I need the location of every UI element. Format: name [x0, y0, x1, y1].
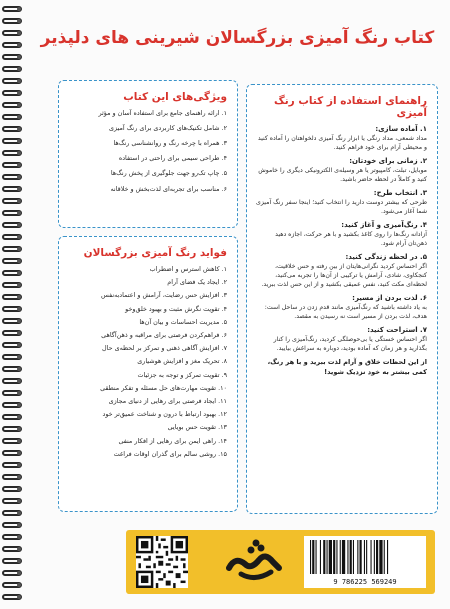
feature-item: ۴. طراحی سیمی برای راحتی در استفاده	[118, 154, 227, 163]
guide-step-text: آزادانه رنگ‌ها را روی کاغذ بکشید و با هر حرکت، اجازه دهید ذهن‌تان آرام شود.	[275, 230, 427, 247]
spiral-ring	[2, 66, 22, 72]
spiral-ring	[2, 174, 22, 180]
guide-step	[255, 326, 427, 354]
spiral-ring	[2, 354, 22, 360]
spiral-ring	[2, 594, 22, 600]
spiral-ring	[2, 162, 22, 168]
usage-guide-heading: راهنمای استفاده از کتاب رنگ آمیزی	[273, 95, 427, 119]
spiral-ring	[2, 510, 22, 516]
benefit-item: ۱. کاهش استرس و اضطراب	[149, 265, 227, 273]
benefit-item: ۴. تقویت نگرش مثبت و بهبود خلق‌وخو	[125, 304, 227, 313]
benefit-item: ۲. ایجاد یک فضای آرام	[167, 278, 227, 287]
publisher-strip	[126, 530, 435, 594]
spiral-ring	[2, 126, 22, 132]
spiral-ring	[2, 378, 22, 384]
guide-step-title: ۲. زمانی برای خودتان:	[349, 156, 427, 165]
spiral-ring	[2, 318, 22, 324]
feature-item: ۶. مناسب برای تجربه‌ای لذت‌بخش و خلاقانه	[110, 184, 227, 193]
guide-step	[255, 157, 427, 185]
guide-step	[255, 125, 427, 153]
guide-step	[255, 294, 427, 322]
benefit-item: ۵. مدیریت احساسات و بیان آن‌ها	[139, 317, 227, 326]
publisher-logo	[221, 538, 291, 586]
guide-step-title: ۳. انتخاب طرح:	[373, 188, 427, 197]
isbn-number: 9 786225 569249	[333, 578, 397, 586]
feature-item: ۱. ارائه راهنمای جامع برای استفاده آسان و مؤثر	[98, 109, 227, 117]
benefit-item: ۱۰. تقویت مهارت‌های حل مسئله و تفکر منطقی	[100, 383, 227, 392]
benefit-item: ۹. تقویت تمرکز و توجه به جزئیات	[137, 370, 227, 379]
guide-step-title: ۶. لذت بردن از مسیر:	[352, 293, 427, 302]
spiral-ring	[2, 558, 22, 564]
spiral-ring	[2, 342, 22, 348]
spiral-ring	[2, 222, 22, 228]
spiral-ring	[2, 138, 22, 144]
features-box	[58, 80, 238, 228]
guide-step-title: ۱. آماده سازی:	[375, 125, 427, 133]
spiral-ring	[2, 246, 22, 252]
spiral-ring	[2, 570, 22, 576]
spiral-ring	[2, 42, 22, 48]
feature-item: ۵. چاپ تک‌رو جهت جلوگیری از پخش رنگ‌ها	[110, 169, 227, 178]
spiral-ring	[2, 282, 22, 288]
guide-step-text: موبایل، تبلت، کامپیوتر یا هر وسیله‌ی الکترونیکی دیگری را خاموش کنید و کاملاً در لحظه حاضر باشید.	[258, 166, 427, 183]
spiral-ring	[2, 474, 22, 480]
guide-step	[255, 253, 427, 290]
spiral-ring	[2, 18, 22, 24]
spiral-ring	[2, 270, 22, 276]
feature-item: ۲. شامل تکنیک‌های کاربردی برای رنگ آمیزی	[109, 124, 227, 133]
spiral-ring	[2, 402, 22, 408]
guide-step-text: طرحی که بیشتر دوست دارید را انتخاب کنید؛ اینجا سفر رنگ آمیزی شما آغاز می‌شود.	[256, 198, 427, 215]
guide-step-text: به یاد داشته باشید که رنگ‌آمیزی مانند قدم زدن در ساحل است: هدف، لذت بردن از مسیر است نه رسیدن به مقصد.	[264, 303, 427, 320]
benefit-item: ۱۱. ایجاد فرصتی برای رهایی از دنیای مجازی	[108, 397, 227, 406]
guide-step	[255, 189, 427, 217]
spiral-ring	[2, 6, 22, 12]
benefit-item: ۸. تحریک مغز و افزایش هوشیاری	[137, 357, 227, 366]
spiral-ring	[2, 498, 22, 504]
usage-guide-box	[246, 84, 438, 514]
features-heading: ویژگی‌های این کتاب	[123, 91, 227, 103]
benefit-item: ۱۳. تقویت حس بویایی	[167, 423, 227, 432]
spiral-ring	[2, 390, 22, 396]
spiral-ring	[2, 90, 22, 96]
isbn-barcode	[304, 536, 426, 588]
benefits-box	[58, 236, 238, 512]
spiral-ring	[2, 438, 22, 444]
spiral-ring	[2, 54, 22, 60]
guide-step-text: اگر احساس خستگی یا بی‌حوصلگی کردید، رنگ‌آمیزی را کنار بگذارید و هر زمان که آماده بودید، دوباره به سراغش بیایید.	[273, 335, 427, 352]
spiral-ring	[2, 294, 22, 300]
benefit-item: ۳. افزایش حس رضایت، آرامش و اعتماد‌به‌نفس	[100, 291, 227, 300]
spiral-ring	[2, 522, 22, 528]
spiral-ring	[2, 486, 22, 492]
guide-step-title: ۴. رنگ‌آمیزی و آغاز کنید:	[341, 220, 427, 229]
barcode-bars	[310, 540, 420, 576]
page-title: کتاب رنگ آمیزی بزرگسالان شیرینی های دلپذیر	[40, 28, 435, 48]
spiral-ring	[2, 450, 22, 456]
spiral-ring	[2, 198, 22, 204]
spiral-ring	[2, 426, 22, 432]
benefit-item: ۱۴. راهی ایمن برای رهایی از افکار منفی	[118, 436, 227, 445]
spiral-ring	[2, 534, 22, 540]
guide-step-title: ۷. استراحت کنید:	[367, 325, 427, 334]
guide-closing-text: از این لحظات خلاق و آرام لذت ببرید و با هر رنگ، کمی بیشتر به خود نزدیک شوید!	[267, 357, 427, 376]
benefit-item: ۷. افزایش آگاهی ذهنی و تمرکز بر لحظه‌ی حال	[102, 344, 227, 353]
guide-step-text: اگر احساس کردید نگرانی‌هایتان از بین رفته و حس خلاقیت، کنجکاوی، شادی، آرامش یا ترکیبی از آن‌ها را تجربه می‌کنید، لحظه‌ای مکث کنید، نفس عمیقی بکشید و از این حس لذت ببرید.	[261, 262, 427, 288]
benefit-item: ۱۲. بهبود ارتباط با درون و شناخت عمیق‌تر خود	[102, 410, 227, 419]
guide-step-text: مداد شمعی، مداد رنگی یا ابزار رنگ آمیزی دلخواهتان را آماده کنید و محیطی آرام برای خود فراهم کنید.	[257, 135, 427, 151]
spiral-ring	[2, 414, 22, 420]
spiral-ring	[2, 102, 22, 108]
spiral-ring	[2, 462, 22, 468]
spiral-ring	[2, 582, 22, 588]
benefit-item: ۶. فراهم‌کردن فرصتی برای مراقبه و ذهن‌آگاهی	[101, 331, 227, 340]
spiral-ring	[2, 366, 22, 372]
spiral-ring	[2, 150, 22, 156]
spiral-ring	[2, 30, 22, 36]
spiral-ring	[2, 78, 22, 84]
spiral-ring	[2, 306, 22, 312]
qr-code-graphic	[136, 536, 188, 588]
feature-item: ۳. همراه با چرخه رنگ و روانشناسی رنگ‌ها	[113, 139, 227, 148]
spiral-ring	[2, 234, 22, 240]
spiral-ring	[2, 186, 22, 192]
spiral-ring	[2, 330, 22, 336]
guide-step	[255, 221, 427, 249]
spiral-ring	[2, 258, 22, 264]
benefit-item: ۱۵. روشی سالم برای گذران اوقات فراغت	[113, 449, 227, 458]
publisher-logo-icon	[221, 538, 291, 586]
guide-step-title: ۵. در لحظه زندگی کنید:	[345, 252, 427, 261]
spiral-binding	[0, 6, 24, 606]
spiral-ring	[2, 546, 22, 552]
benefits-heading: فواید رنگ آمیزی بزرگسالان	[83, 247, 227, 259]
qr-code	[136, 536, 188, 588]
spiral-ring	[2, 114, 22, 120]
spiral-ring	[2, 210, 22, 216]
